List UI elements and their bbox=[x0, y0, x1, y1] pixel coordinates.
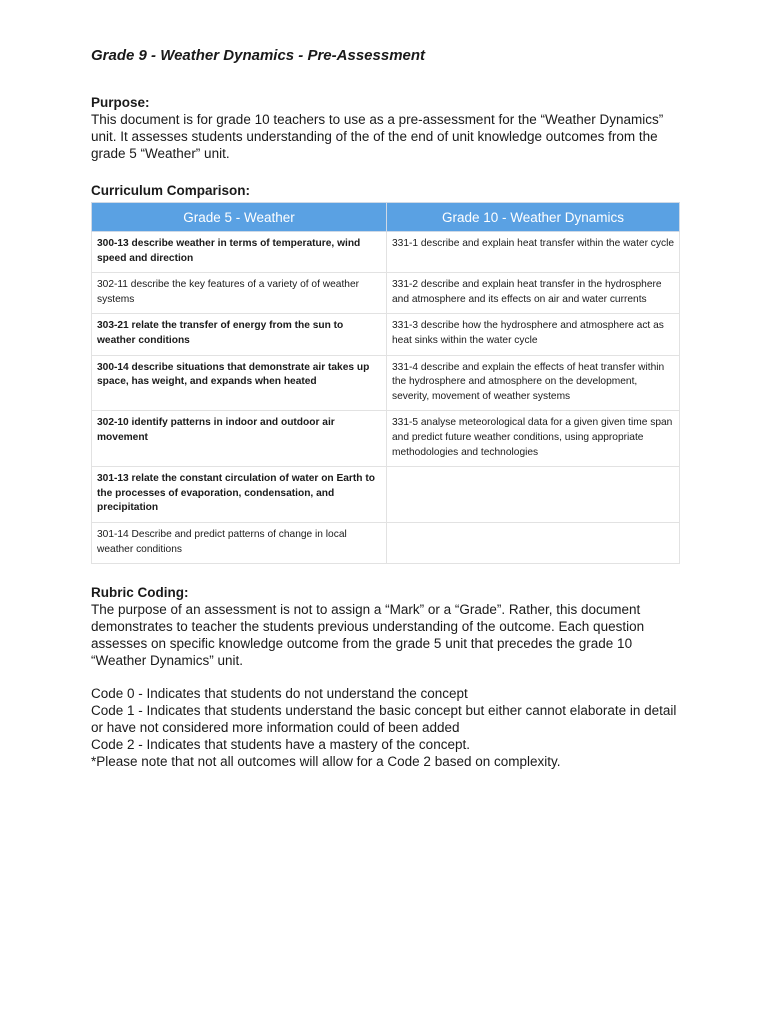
table-cell-grade-5: 302-11 describe the key features of a variety of of weather systems bbox=[92, 273, 387, 314]
table-cell-grade-10: 331-2 describe and explain heat transfer in the hydrosphere and atmosphere and its effects on air and water currents bbox=[387, 273, 680, 314]
purpose-heading: Purpose: bbox=[91, 95, 150, 110]
complexity-note: *Please note that not all outcomes will allow for a Code 2 based on complexity. bbox=[91, 754, 561, 770]
rubric-text: The purpose of an assessment is not to assign a “Mark” or a “Grade”. Rather, this document demonstrates to teacher the students previous understanding of the outcome. Each question assesses on specific knowledge outcome from the grade 5 unit that precedes the grade 10 “Weather Dynamics” unit. bbox=[91, 602, 645, 669]
table-cell-grade-10: 331-4 describe and explain the effects of heat transfer within the hydrosphere and atmosphere on the development, severity, movement of weather systems bbox=[387, 355, 680, 411]
table-row bbox=[92, 355, 680, 411]
table-cell-grade-5: 300-13 describe weather in terms of temperature, wind speed and direction bbox=[92, 232, 387, 273]
table-cell-grade-5: 302-10 identify patterns in indoor and outdoor air movement bbox=[92, 411, 387, 467]
table-cell-grade-10 bbox=[387, 467, 680, 523]
table-row bbox=[92, 467, 680, 523]
curriculum-heading: Curriculum Comparison: bbox=[91, 183, 251, 198]
table-row bbox=[92, 314, 680, 355]
table-cell-grade-10: 331-5 analyse meteorological data for a given given time span and predict future weather conditions, using appropriate methodologies and technologies bbox=[387, 411, 680, 467]
table-row bbox=[92, 232, 680, 273]
table-row bbox=[92, 273, 680, 314]
table-cell-grade-5: 301-14 Describe and predict patterns of change in local weather conditions bbox=[92, 522, 387, 563]
document-title: Grade 9 - Weather Dynamics - Pre-Assessment bbox=[91, 47, 426, 64]
table-cell-grade-5: 303-21 relate the transfer of energy from the sun to weather conditions bbox=[92, 314, 387, 355]
code-1-text: Code 1 - Indicates that students understand the basic concept but either cannot elaborate in detail or have not considered more information could of been added bbox=[91, 703, 677, 736]
column-header-grade-10: Grade 10 - Weather Dynamics bbox=[387, 203, 680, 232]
table-cell-grade-10: 331-1 describe and explain heat transfer within the water cycle bbox=[387, 232, 680, 273]
document-page bbox=[91, 46, 681, 770]
curriculum-comparison-table bbox=[91, 202, 680, 564]
table-cell-grade-5: 301-13 relate the constant circulation of water on Earth to the processes of evaporation, condensation, and precipitation bbox=[92, 467, 387, 523]
table-cell-grade-5: 300-14 describe situations that demonstrate air takes up space, has weight, and expands when heated bbox=[92, 355, 387, 411]
table-row bbox=[92, 411, 680, 467]
code-2-text: Code 2 - Indicates that students have a mastery of the concept. bbox=[91, 737, 470, 753]
rubric-codes bbox=[91, 685, 681, 770]
table-cell-grade-10 bbox=[387, 522, 680, 563]
purpose-text: This document is for grade 10 teachers to use as a pre-assessment for the “Weather Dynamics” unit. It assesses students understanding of the of the end of unit knowledge outcomes from the grade 5 “Weather” unit. bbox=[91, 112, 664, 161]
table-row bbox=[92, 522, 680, 563]
rubric-heading: Rubric Coding: bbox=[91, 585, 189, 601]
column-header-grade-5: Grade 5 - Weather bbox=[92, 203, 387, 232]
code-0-text: Code 0 - Indicates that students do not understand the concept bbox=[91, 686, 468, 702]
table-cell-grade-10: 331-3 describe how the hydrosphere and atmosphere act as heat sinks within the water cycle bbox=[387, 314, 680, 355]
table-header-row bbox=[92, 203, 680, 232]
